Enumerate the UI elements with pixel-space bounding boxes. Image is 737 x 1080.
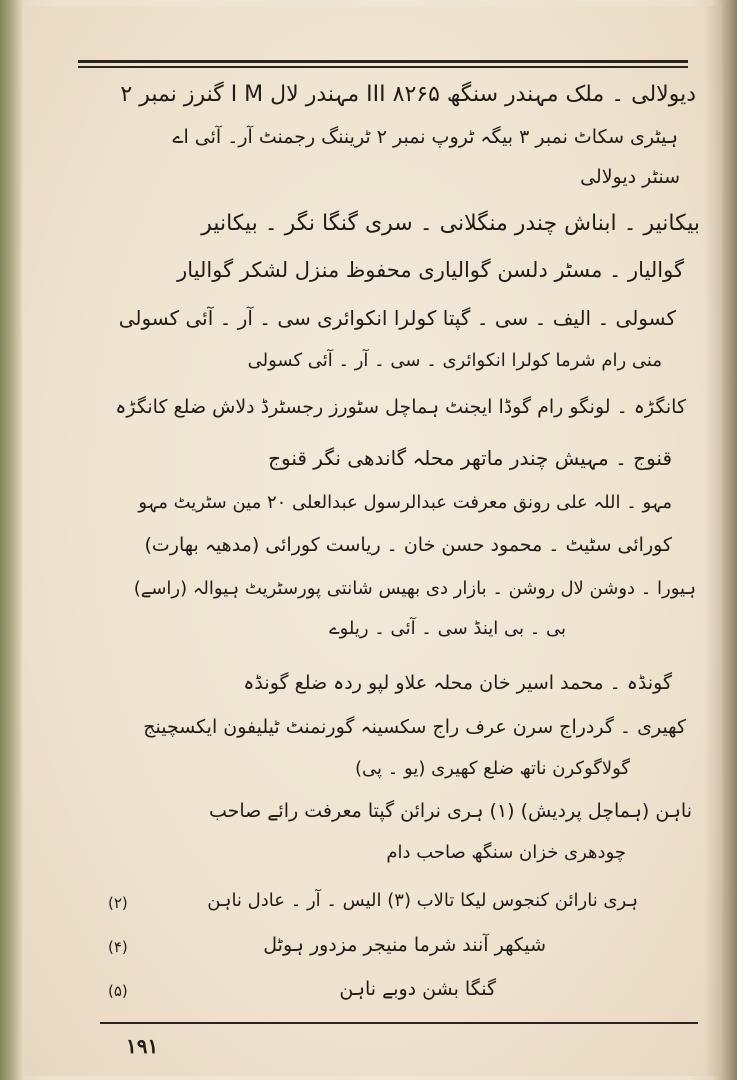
entry-line: کسولی ۔ الیف ۔ سی ۔ گپتا کولرا انکوائری سی ۔ آر ۔ آئی کسولی bbox=[118, 306, 676, 330]
entry-line: بیکانیر ۔ ابناش چندر منگلانی ۔ سری گنگا نگر ۔ بیکانیر bbox=[201, 211, 700, 236]
entry-number: (۴) bbox=[108, 938, 128, 956]
entry-line: ہیورا ۔ دوشن لال روشن ۔ بازار دی بھیس شانتی پورسٹریٹ ہیوالہ (راسے) bbox=[133, 578, 696, 599]
entry-number: (۲) bbox=[108, 894, 128, 912]
entry-line: گوالیار ۔ مسٹر دلسن گوالیاری محفوظ منزل لشکر گوالیار bbox=[177, 258, 684, 282]
header-rule-thin bbox=[78, 66, 688, 68]
entry-line: گنگا بشن دوبے ناہن bbox=[339, 978, 496, 1000]
entry-line: منی رام شرما کولرا انکوائری ۔ سی ۔ آر ۔ آئی کسولی bbox=[247, 350, 662, 371]
entry-line: چودھری خزان سنگھ صاحب دام bbox=[386, 842, 626, 863]
entry-line: ناہن (ہماچل پردیش) (۱) ہری نرائن گپتا معرفت رائے صاحب bbox=[208, 800, 692, 822]
entry-line: دیولالی ۔ ملک مہندر سنگھ ۸۲۶۵ III مہندر لال I M گنرز نمبر ۲ bbox=[120, 82, 696, 107]
entry-line: مہو ۔ اللہ علی رونق معرفت عبدالرسول عبدالعلی ۲۰ مین سٹریٹ مہو bbox=[138, 492, 672, 513]
entry-line: کانگڑہ ۔ لونگو رام گوڈا ایجنٹ ہماچل سٹورز رجسٹرڈ دلاش ضلع کانگڑہ bbox=[115, 396, 686, 418]
entry-line: قنوج ۔ مہیش چندر ماتھر محلہ گاندھی نگر قنوج bbox=[268, 446, 672, 470]
page-number: ١٩١ bbox=[126, 1034, 159, 1058]
page-content bbox=[96, 78, 700, 1018]
entry-line: گولاگوکرن ناتھ ضلع کھیری (یو ۔ پی) bbox=[355, 758, 630, 779]
header-rule-thick bbox=[78, 60, 688, 63]
page-edge-shadow bbox=[704, 6, 722, 1076]
entry-line: کورائی سٹیٹ ۔ محمود حسن خان ۔ ریاست کورائی (مدھیہ بھارت) bbox=[144, 534, 672, 556]
entry-line: کھیری ۔ گردراج سرن عرف راج سکسینہ گورنمنٹ ٹیلیفون ایکسچینج bbox=[143, 716, 686, 738]
entry-line: شیکھر آنند شرما منیجر مزدور ہوٹل bbox=[263, 934, 546, 956]
entry-line: بی ۔ بی اینڈ سی ۔ آئی ۔ ریلوے bbox=[329, 618, 566, 639]
entry-line: گونڈہ ۔ محمد اسیر خان محلہ علاو لپو ردہ ضلع گونڈہ bbox=[243, 672, 672, 694]
entry-line: ہیٹری سکاٹ نمبر ۳ بیگہ ٹروپ نمبر ۲ ٹریننگ رجمنٹ آر۔ آئی اے bbox=[172, 126, 678, 148]
entry-line: ہری نارائن کنجوس لیکا تالاب (۳) الیس ۔ آر ۔ عادل ناہن bbox=[207, 890, 638, 911]
entry-number: (۵) bbox=[108, 982, 128, 1000]
entry-line: سنٹر دیولالی bbox=[580, 166, 680, 188]
footer-rule bbox=[100, 1022, 698, 1024]
